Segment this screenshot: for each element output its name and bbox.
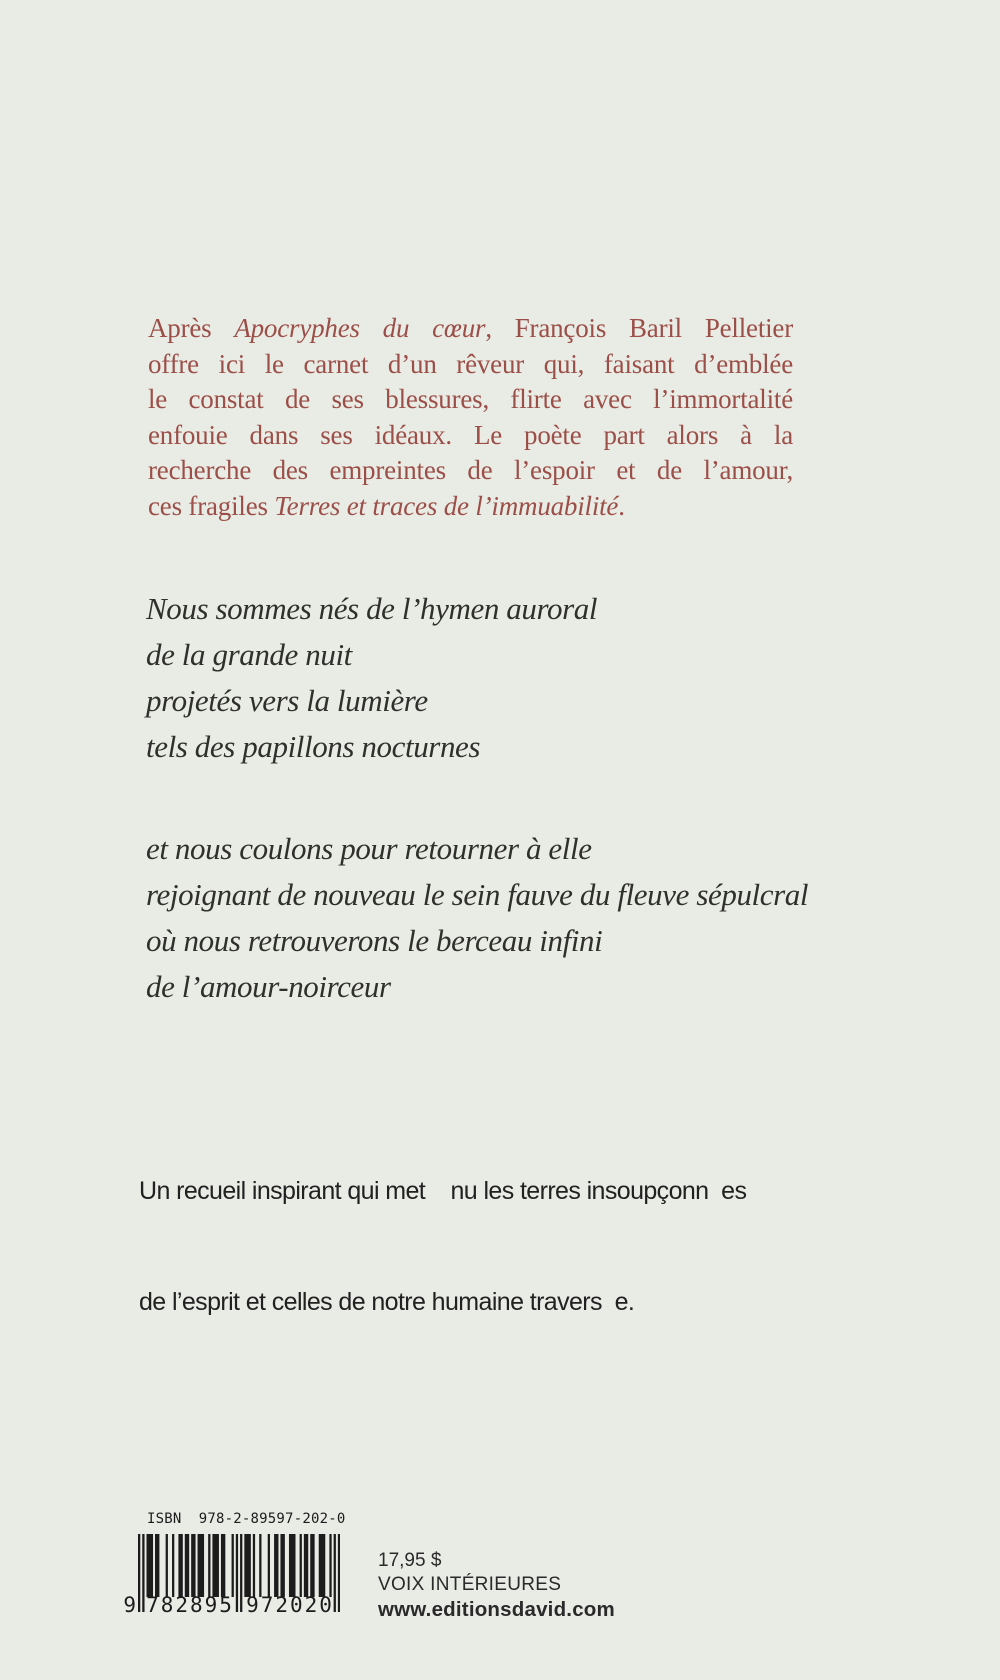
blurb-text: , François Baril Pelletier [485, 313, 793, 343]
poem-line: de la grande nuit [146, 637, 352, 672]
poem-stanza-2 [146, 826, 808, 1010]
review-line: de l’esprit et celles de notre humaine travers e. [139, 1288, 635, 1316]
poem-stanza-1 [146, 586, 597, 770]
poem-line: rejoignant de nouveau le sein fauve du fleuve sépulcral [146, 877, 809, 912]
blurb-text: ces fragiles [148, 490, 275, 521]
blurb-line: recherche des empreintes de l’espoir et de l’amour, [148, 455, 793, 485]
blurb-text: . [618, 490, 625, 521]
poem-line: et nous coulons pour retourner à elle [146, 831, 592, 866]
collection-label: VOIX INTÉRIEURES [378, 1574, 562, 1595]
book-title-terres: Terres et traces de l’immuabilité [274, 490, 619, 521]
blurb-line: offre ici le carnet d’un rêveur qui, faisant d’emblée [148, 348, 793, 379]
blurb-text: Après [148, 313, 235, 343]
price-label: 17,95 $ [378, 1550, 442, 1571]
barcode-digit-lead: 9 [123, 1593, 136, 1617]
isbn-label: ISBN 978-2-89597-202-0 [147, 1511, 346, 1527]
barcode-digit-left: 782895 [146, 1593, 234, 1617]
barcode-digit-right: 972020 [246, 1593, 334, 1617]
publisher-info-block [378, 1549, 615, 1622]
poem-line: projetés vers la lumière [146, 683, 428, 718]
website-label: www.editionsdavid.com [378, 1598, 615, 1621]
book-title-apocryphes: Apocryphes du cœur [234, 313, 486, 343]
blurb-line: le constat de ses blessures, flirte avec l’immortalité [148, 384, 793, 414]
blurb-line [148, 311, 793, 347]
poem-line: où nous retrouverons le berceau infini [146, 923, 603, 958]
blurb-line: enfouie dans ses idéaux. Le poète part alors à la [148, 419, 793, 450]
review-line: Un recueil inspirant qui met nu les terres insoupçonn es [139, 1177, 747, 1205]
poem-line: Nous sommes nés de l’hymen auroral [146, 591, 598, 626]
poem-line: tels des papillons nocturnes [146, 729, 481, 764]
poem-line: de l’amour-noirceur [146, 969, 391, 1004]
blurb-line [148, 489, 793, 525]
review-paragraph [139, 1099, 859, 1395]
publisher-blurb [148, 311, 793, 524]
